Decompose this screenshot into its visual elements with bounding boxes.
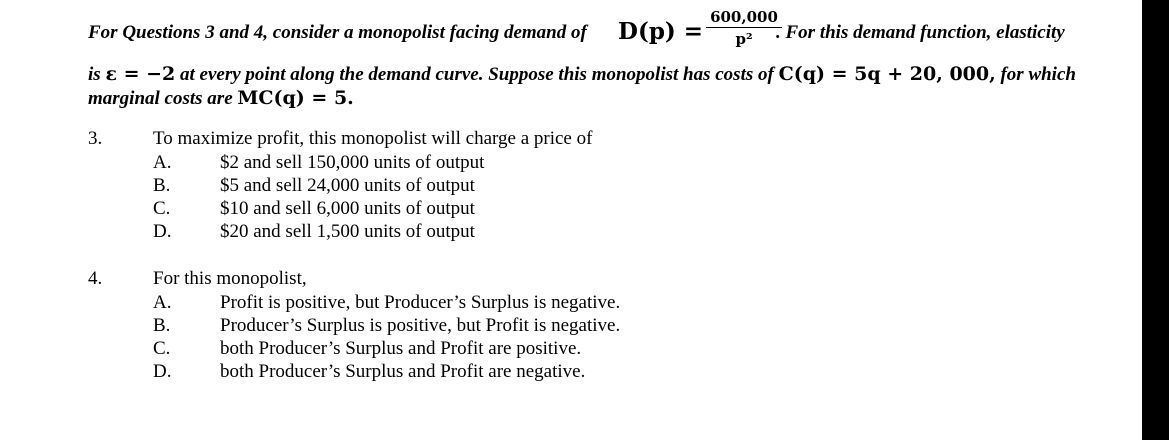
option-text: $10 and sell 6,000 units of output (220, 198, 475, 219)
option-text: both Producer’s Surplus and Profit are positive. (220, 338, 582, 359)
option-text: $5 and sell 24,000 units of output (220, 175, 475, 196)
question-number: 3. (88, 128, 103, 149)
intro-text: . For this demand function, elasticity (776, 22, 1065, 43)
intro-text: For Questions 3 and 4, consider a monopolist facing demand of (88, 22, 587, 43)
option-text: $2 and sell 150,000 units of output (220, 152, 485, 173)
intro-text: for which (995, 64, 1076, 85)
option-letter: C. (153, 198, 171, 219)
option-text: both Producer’s Surplus and Profit are negative. (220, 361, 586, 382)
option-letter: B. (153, 315, 171, 336)
option-letter: A. (153, 152, 172, 173)
question-number: 4. (88, 268, 103, 289)
demand-fraction (706, 8, 782, 48)
option-letter: C. (153, 338, 171, 359)
question-stem: To maximize profit, this monopolist will charge a price of (153, 128, 593, 149)
fraction-denominator: p² (735, 30, 753, 48)
option-letter: B. (153, 175, 171, 196)
intro-text: at every point along the demand curve. Suppose this monopolist has costs of (175, 64, 779, 85)
cost-function: C(q) = 5q + 20, 000, (778, 63, 996, 85)
option-text: Producer’s Surplus is positive, but Profit is negative. (220, 315, 621, 336)
option-letter: D. (153, 221, 172, 242)
elasticity-equation: ε = −2 (105, 63, 176, 85)
marginal-cost-function: MC(q) = 5. (237, 87, 354, 109)
question-stem: For this monopolist, (153, 268, 307, 289)
intro-line-3 (88, 87, 354, 110)
option-letter: D. (153, 361, 172, 382)
option-text: $20 and sell 1,500 units of output (220, 221, 475, 242)
demand-function: D(p) = (618, 18, 704, 45)
intro-text: marginal costs are (88, 88, 238, 109)
intro-text: is (88, 64, 106, 85)
intro-line-2 (88, 63, 1076, 86)
option-letter: A. (153, 292, 172, 313)
fraction-numerator: 600,000 (706, 8, 782, 28)
option-text: Profit is positive, but Producer’s Surplus is negative. (220, 292, 621, 313)
